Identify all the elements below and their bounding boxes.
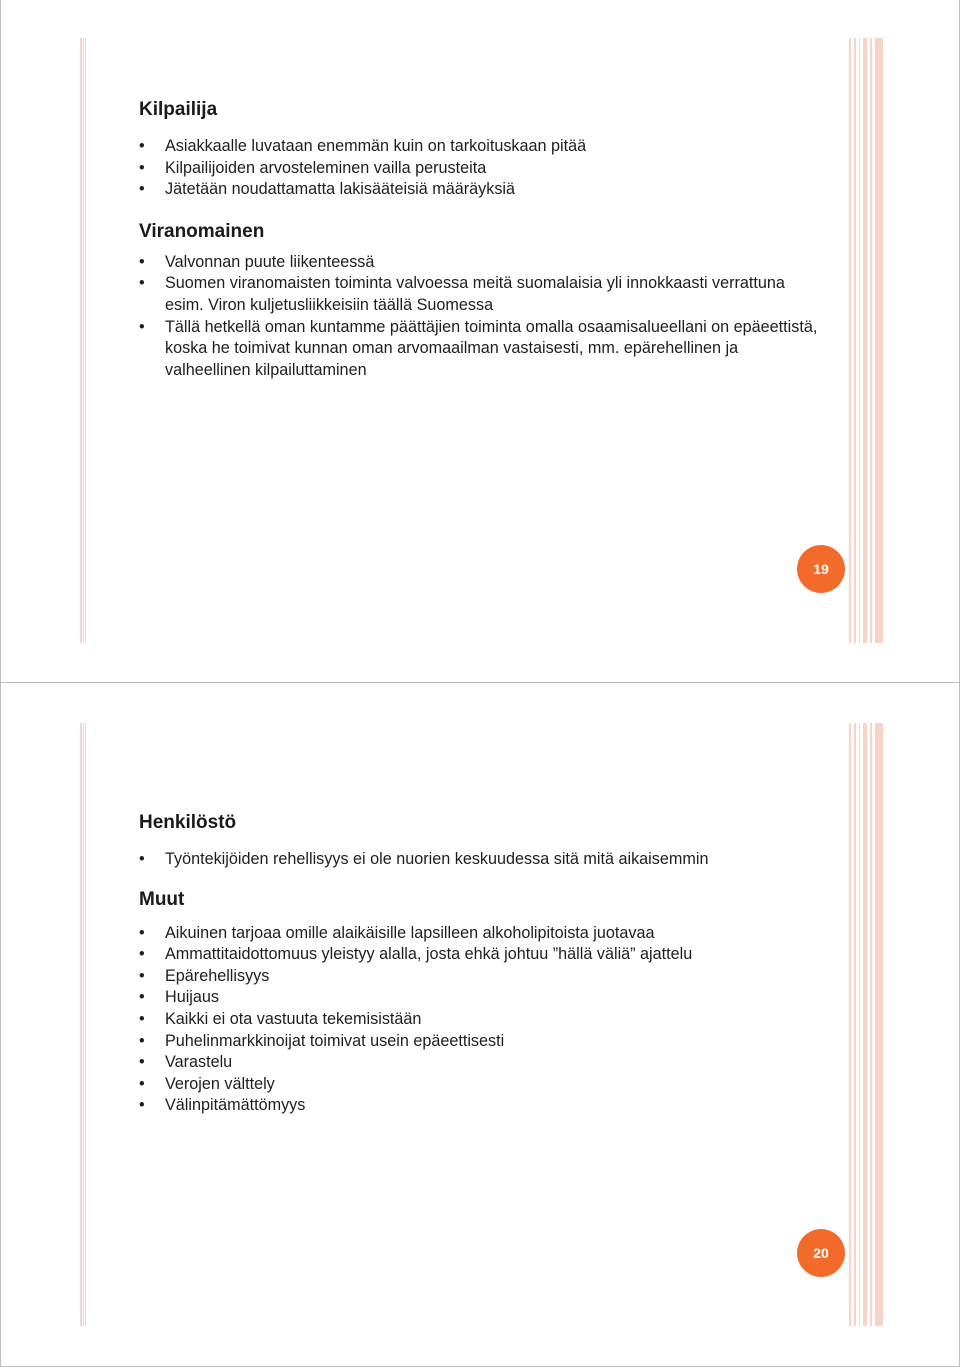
bullet-item: • Työntekijöiden rehellisyys ei ole nuorien keskuudessa sitä mitä aikaisemmin [139,849,819,871]
slide-20 [0,682,960,1367]
left-stripe-decoration [80,723,86,1326]
bullet-item: • Tällä hetkellä oman kuntamme päättäjien toiminta omalla osaamisalueellani on epäeettistä, koska he toimivat kunnan oman arvomaailman vastaisesti, mm. epärehellinen ja valheellinen kilpailuttaminen [139,317,819,382]
bullet-list-other [139,923,819,1117]
bullet-list-staff [139,849,819,871]
bullet-item: • Suomen viranomaisten toiminta valvoessa meitä suomalaisia yli innokkaasti verrattuna esim. Viron kuljetusliikkeisiin täällä Suomessa [139,273,819,316]
right-stripe-decoration [849,38,883,643]
right-stripe-decoration [849,723,883,1326]
bullet-item: • Varastelu [139,1052,819,1074]
bullet-list-authority [139,252,819,382]
bullet-item: • Puhelinmarkkinoijat toimivat usein epäeettisesti [139,1031,819,1053]
slide-20-content [139,811,819,1117]
bullet-item: • Asiakkaalle luvataan enemmän kuin on tarkoituskaan pitää [139,136,819,158]
bullet-list-competitor [139,136,819,201]
bullet-item: • Välinpitämättömyys [139,1095,819,1117]
slide-heading: Kilpailija [139,99,218,120]
section-title: Viranomainen [139,220,265,242]
left-stripe-decoration [80,38,86,643]
slide-heading: Henkilöstö [139,812,237,833]
bullet-item: • Ammattitaidottomuus yleistyy alalla, josta ehkä johtuu ”hällä väliä” ajattelu [139,944,819,966]
page-number-badge: 20 [797,1229,845,1277]
bullet-item: • Huijaus [139,987,819,1009]
bullet-item: • Aikuinen tarjoaa omille alaikäisille lapsilleen alkoholipitoista juotavaa [139,923,819,945]
section-title: Muut [139,888,185,910]
slide-19-content [139,98,819,381]
bullet-item: • Jätetään noudattamatta lakisääteisiä määräyksiä [139,179,819,201]
page-number-badge: 19 [797,545,845,593]
bullet-item: • Kilpailijoiden arvosteleminen vailla perusteita [139,158,819,180]
bullet-item: • Kaikki ei ota vastuuta tekemisistään [139,1009,819,1031]
bullet-item: • Verojen välttely [139,1074,819,1096]
bullet-item: • Valvonnan puute liikenteessä [139,252,819,274]
bullet-item: • Epärehellisyys [139,966,819,988]
